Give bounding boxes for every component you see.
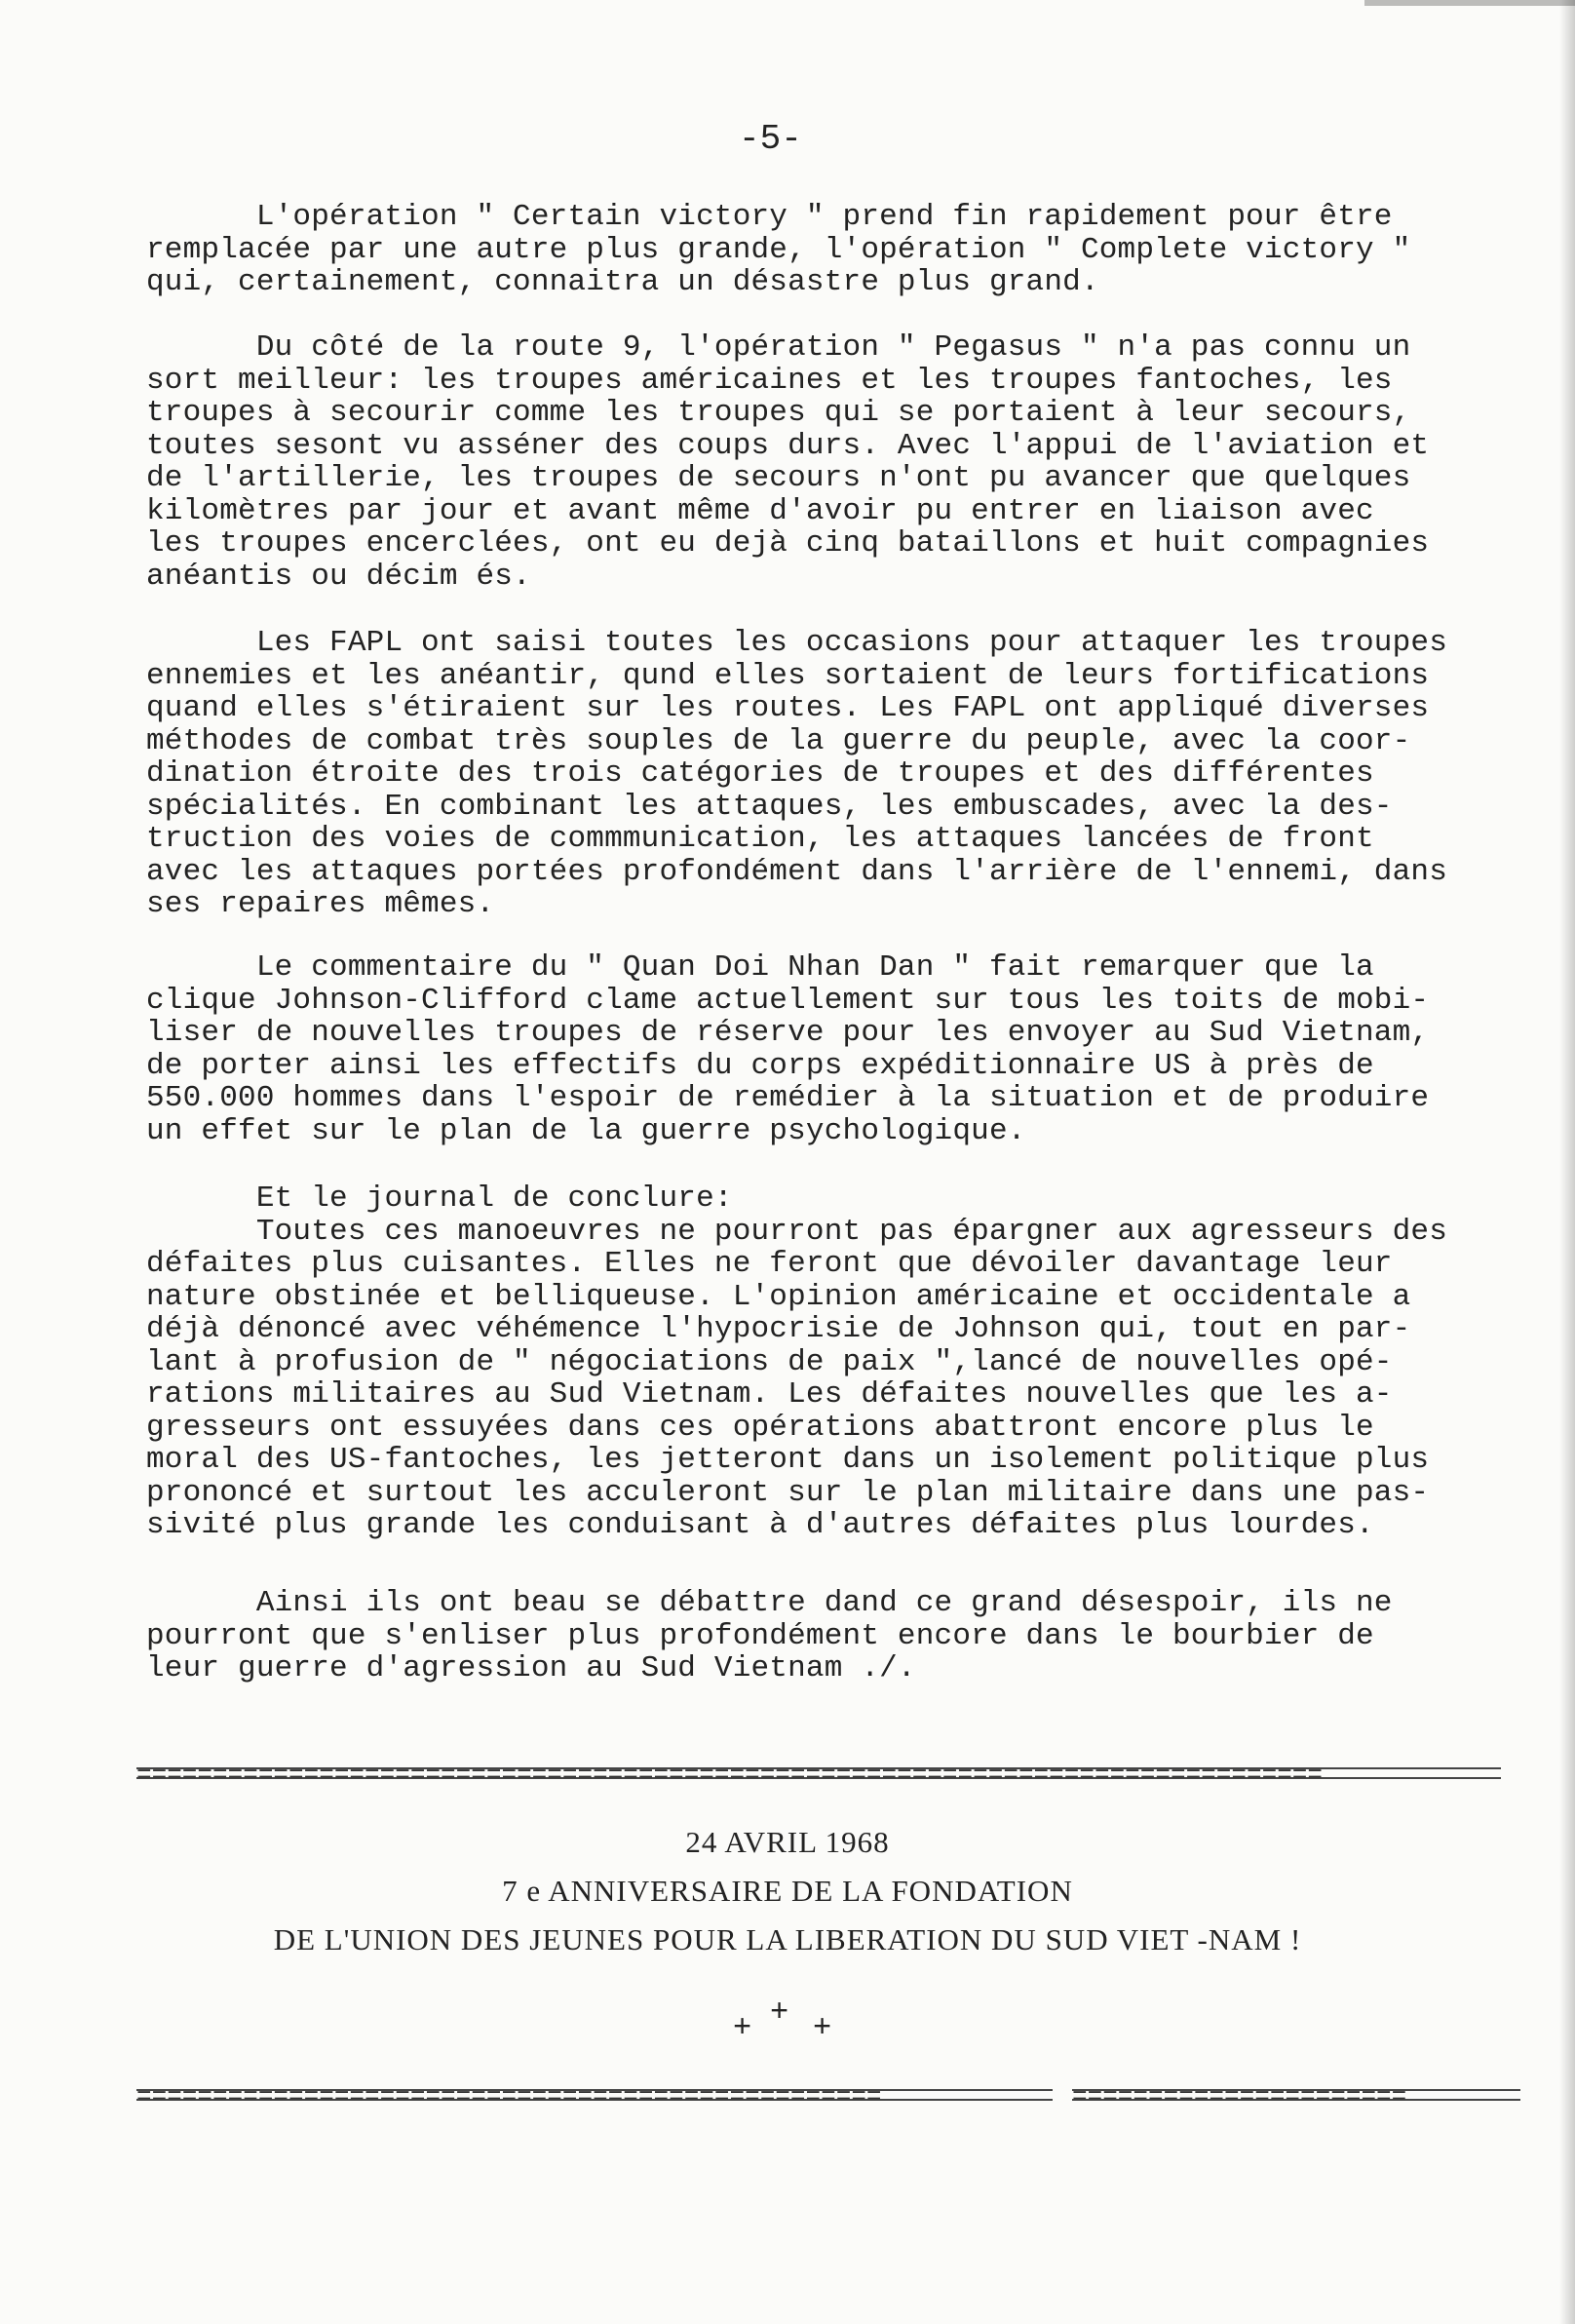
paragraph-6: Ainsi ils ont beau se débattre dand ce grand désespoir, ils ne pourront que s'enliser plus profondément encore dans le bourbier de leur guerre d'agression au Sud Vietnam ./. (146, 1586, 1393, 1685)
scan-edge-shadow (1559, 0, 1575, 2324)
footer-date: 24 AVRIL 1968 (685, 1825, 890, 1859)
separator-bottom-right: ====================== (1072, 2089, 1520, 2101)
footer-union: DE L'UNION DES JEUNES POUR LA LIBERATION DU SUD VIET -NAM ! (273, 1922, 1302, 1956)
ornament-plus-top: + (770, 1995, 789, 2031)
paragraph-2: Du côté de la route 9, l'opération " Pegasus " n'a pas connu un sort meilleur: les troupes américaines et les troupes fantoches, les troupes à secourir comme les troupes qui se portaient à leur secours, toutes sesont vu asséner des coups durs. Avec l'appui de l'aviation et de l'artillerie, les troupes de secours n'ont pu avancer que quelques kilomètres par jour et avant même d'avoir pu entrer en liaison avec les troupes encerclées, ont eu dejà cinq bataillons et huit compagnies anéantis ou décim és. (146, 330, 1430, 594)
separator-bottom-left: ================================================= (136, 2089, 1053, 2101)
ornament-plus-left: + (733, 2010, 752, 2046)
paragraph-4: Le commentaire du " Quan Doi Nhan Dan " fait remarquer que la clique Johnson-Clifford clame actuellement sur tous les toits de mobi- liser de nouvelles troupes de réserve pour les envoyer au Sud Vietnam, de porter ainsi les effectifs du corps expéditionnaire US à près de 550.000 hommes dans l'espoir de remédier à la situation et de produire un effet sur le plan de la guerre psychologique. (146, 950, 1430, 1148)
paragraph-1: L'opération " Certain victory " prend fin rapidement pour être remplacée par une autre plus grande, l'opération " Complete victory " qui, certainement, connaitra un désastre plus grand. (146, 200, 1411, 299)
scan-top-mark (1364, 0, 1575, 6)
footer-anniversary: 7 e ANNIVERSAIRE DE LA FONDATION (502, 1874, 1073, 1908)
paragraph-5: Et le journal de conclure: Toutes ces manoeuvres ne pourront pas épargner aux agresseurs des défaites plus cuisantes. Elles ne feront que dévoiler davantage leur nature obstinée et belliqueuse. L'opinion américaine et occidentale a déjà dénoncé avec véhémence l'hypocrisie de Johnson qui, tout en par- lant à profusion de " négociations de paix ",lancé de nouvelles opé- rations militaires au Sud Vietnam. Les défaites nouvelles que les a- gresseurs ont essuyées dans ces opérations abattront encore plus le moral des US-fantoches, les jetteront dans un isolement politique plus prononcé et surtout les acculeront sur le plan militaire dans une pas- sivité plus grande les conduisant à d'autres défaites plus lourdes. (146, 1181, 1448, 1542)
paragraph-3: Les FAPL ont saisi toutes les occasions pour attaquer les troupes ennemies et les anéantir, qund elles sortaient de leurs fortifications quand elles s'étiraient sur les routes. Les FAPL ont appliqué diverses méthodes de combat très souples de la guerre du peuple, avec la coor- dination étroite des trois catégories de troupes et des différentes spécialités. En combinant les attaques, les embuscades, avec la des- truction des voies de commmunication, les attaques lancées de front avec les attaques portées profondément dans l'arrière de l'ennemi, dans ses repaires mêmes. (146, 626, 1448, 921)
separator-top: ============================================================================== (136, 1767, 1501, 1779)
ornament-plus-right: + (813, 2010, 832, 2046)
page-number: -5- (739, 119, 802, 159)
